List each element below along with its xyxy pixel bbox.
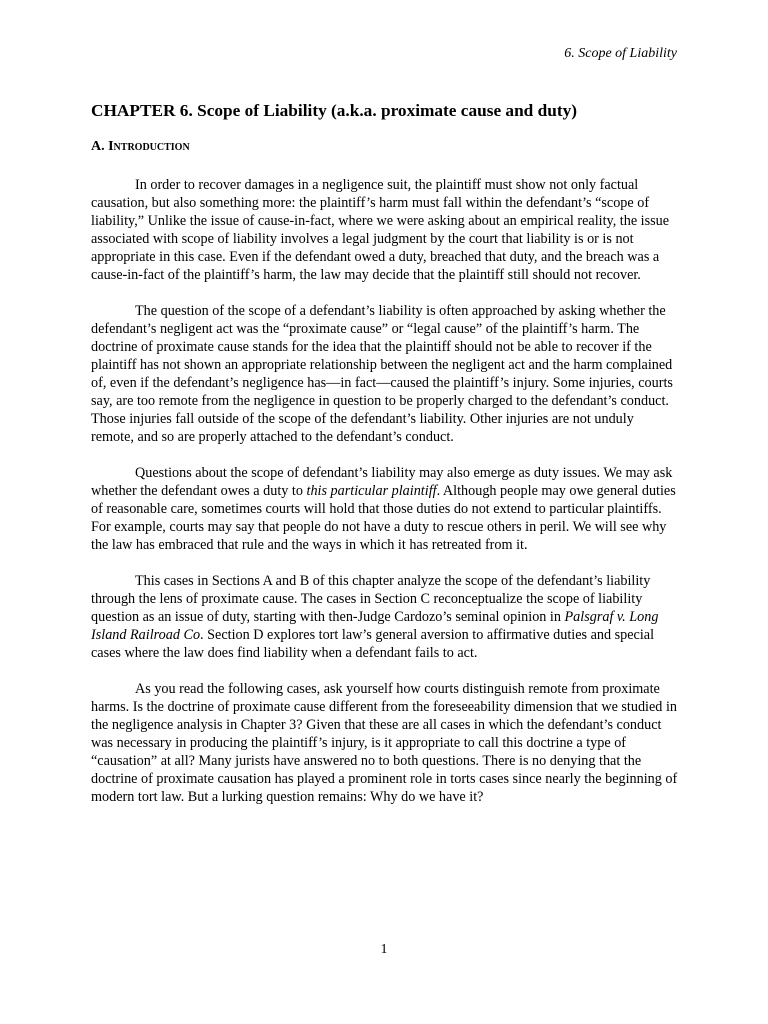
paragraph-3-emphasis: this particular plaintiff (306, 483, 437, 499)
paragraph-3-text-before: Questions about the scope of defendant’s liability may also emerge as duty issues. We may ask whether the defendant owes a duty to (91, 465, 673, 499)
paragraph-3-text-after: . Although people may owe general duties of reasonable care, sometimes courts will hold that those duties do not extend to particular plaintiffs. For example, courts may say that people do not have a duty to rescue others in peril. We will see why the law has embraced that rule and the ways in which it has retreated from it. (91, 483, 676, 553)
section-heading: A. Introduction (91, 139, 190, 154)
paragraph-5: As you read the following cases, ask yourself how courts distinguish remote from proximate harms. Is the doctrine of proximate cause different from the foreseeability dimension that we studied in the negligence analysis in Chapter 3? Given that these are all cases in which the defendant’s conduct was necessary in producing the plaintiff’s injury, is it appropriate to call this doctrine a type of “causation” at all? Many jurists have answered no to both questions. There is no denying that the doctrine of proximate causation has played a prominent role in torts cases since nearly the beginning of modern tort law. But a lurking question remains: Why do we have it? (91, 681, 678, 805)
paragraph-4 (91, 572, 679, 662)
paragraph-2: The question of the scope of a defendant’s liability is often approached by asking whether the defendant’s negligent act was the “proximate cause” or “legal cause” of the plaintiff’s harm. The doctrine of proximate cause stands for the idea that the plaintiff should not be able to recover if the plaintiff has not shown an appropriate relationship between the negligent act and the harm complained of, even if the defendant’s negligence has—in fact—caused the plaintiff’s injury. Some injuries, courts say, are too remote from the negligence in question to be properly charged to the defendant’s conduct. Those injuries fall outside of the scope of the defendant’s liability. Other injuries are not unduly remote, and so are properly attached to the defendant’s conduct. (91, 303, 673, 445)
paragraph-1: In order to recover damages in a negligence suit, the plaintiff must show not only factual causation, but also something more: the plaintiff’s harm must fall within the defendant’s “scope of liability,” Unlike the issue of cause-in-fact, where we were asking about an empirical reality, the issue associated with scope of liability involves a legal judgment by the court that liability is or is not appropriate in this case. Even if the defendant owed a duty, breached that duty, and the breach was a cause-in-fact of the plaintiff’s harm, the law may decide that the plaintiff still should not recover. (91, 177, 670, 283)
body-text (91, 176, 679, 824)
paragraph-3 (91, 464, 679, 554)
paragraph-4-text-after: . Section D explores tort law’s general aversion to affirmative duties and special cases where the law does find liability when a defendant fails to act. (91, 627, 655, 661)
paragraph-4-text-before: This cases in Sections A and B of this chapter analyze the scope of the defendant’s liability through the lens of proximate cause. The cases in Section C reconceptualize the scope of liability question as an issue of duty, starting with then-Judge Cardozo’s seminal opinion in (91, 573, 651, 625)
case-citation: Palsgraf v. Long Island Railroad Co (91, 609, 659, 643)
page-number: 1 (380, 942, 388, 957)
running-head: 6. Scope of Liability (564, 46, 677, 61)
chapter-title: CHAPTER 6. Scope of Liability (a.k.a. proximate cause and duty) (91, 101, 577, 120)
